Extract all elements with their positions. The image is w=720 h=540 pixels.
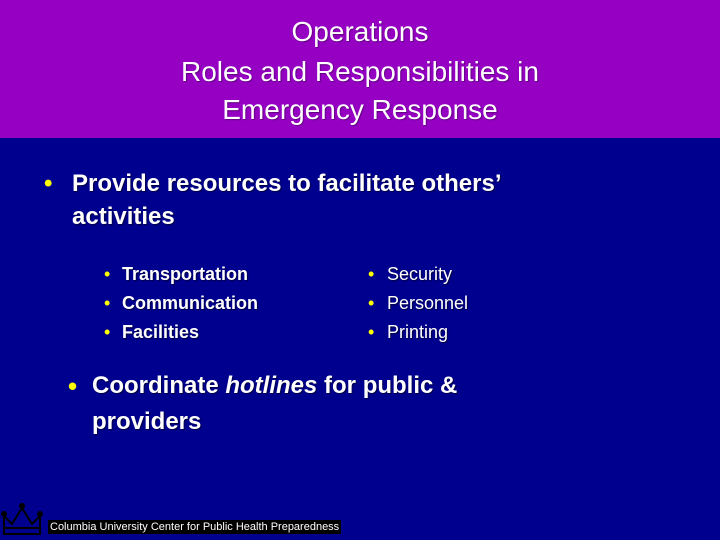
bullet-marker: • [44, 170, 53, 197]
sub-bullet-marker: • [368, 322, 375, 342]
crown-icon [0, 500, 44, 540]
sub-bullet-communication: Communication [122, 293, 259, 313]
sub-bullet-personnel: Personnel [387, 293, 469, 313]
bullet-text-part: for public & [317, 372, 458, 399]
sub-bullet-facilities: Facilities [122, 322, 200, 342]
sub-bullet-marker: • [368, 264, 375, 284]
bullet-provide-resources-line-2: activities [72, 203, 175, 230]
slide-title-line-2: Roles and Responsibilities in [181, 56, 539, 87]
sub-bullet-marker: • [368, 293, 375, 313]
title-bar [0, 0, 720, 138]
bullet-marker: • [68, 371, 78, 401]
bullet-text-part: Coordinate [92, 372, 226, 399]
bullet-coordinate-hotlines-line-2: providers [92, 408, 202, 435]
slide-title-line-3: Emergency Response [222, 94, 498, 125]
sub-bullet-transportation: Transportation [122, 264, 249, 284]
sub-bullet-marker: • [104, 264, 111, 284]
sub-bullet-marker: • [104, 293, 111, 313]
sub-bullet-printing: Printing [387, 322, 449, 342]
footer-credit: Columbia University Center for Public Health Preparedness [50, 521, 340, 533]
bullet-provide-resources-line-1: Provide resources to facilitate others’ [72, 170, 502, 197]
bullet-coordinate-hotlines-line-1 [92, 371, 457, 401]
sub-bullet-marker: • [104, 322, 111, 342]
bullet-emphasis: hotlines [225, 372, 318, 399]
slide-title-line-1: Operations [291, 16, 429, 47]
sub-bullet-security: Security [387, 264, 453, 284]
